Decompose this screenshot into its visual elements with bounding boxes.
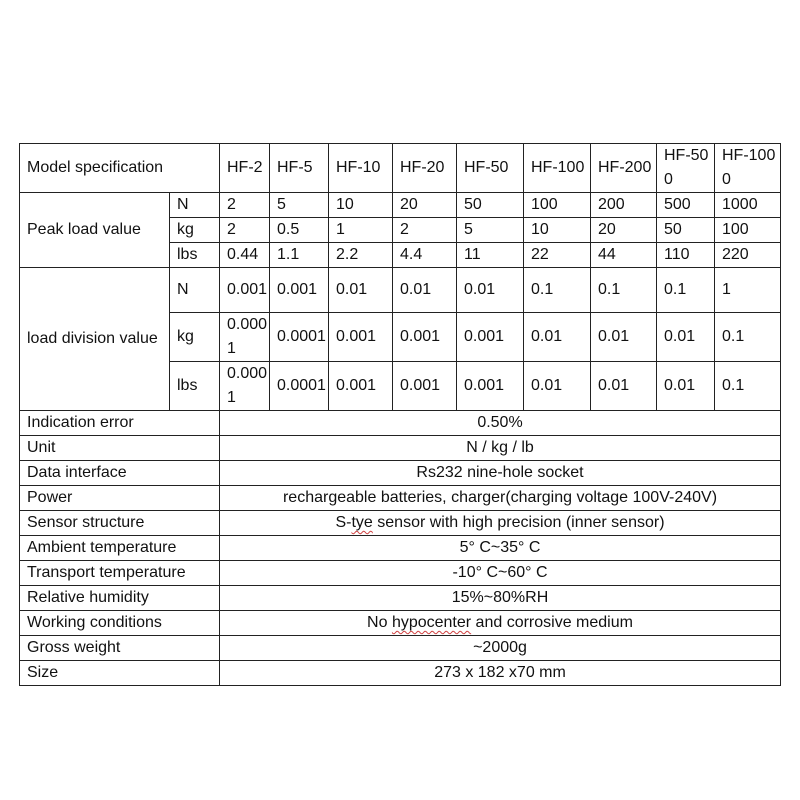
spec-label: Transport temperature [20,561,220,586]
header-row [20,144,781,193]
spec-label: Indication error [20,411,220,436]
model-cell: HF-50 [457,144,524,193]
spec-label: Data interface [20,461,220,486]
spec-row [20,561,781,586]
spec-label: Relative humidity [20,586,220,611]
value-cell: 110 [657,243,715,268]
model-cell: HF-100 [524,144,591,193]
value-cell: 0.001 [329,313,393,362]
value-cell: 1 [715,268,781,313]
value-cell: 0.001 [393,313,457,362]
model-cell: HF-20 [393,144,457,193]
spellcheck-underline: hypocenter [391,614,472,631]
value-cell: 0.001 [270,268,329,313]
value-cell: 500 [657,193,715,218]
spellcheck-underline: tye [351,514,373,531]
model-cell: HF-500 [657,144,715,193]
value-cell: 2 [393,218,457,243]
value-cell: 0.1 [657,268,715,313]
spec-row [20,636,781,661]
value-cell: 0.001 [329,362,393,411]
value-cell: 1.1 [270,243,329,268]
value-cell: 200 [591,193,657,218]
value-cell: 1 [329,218,393,243]
value-cell: 50 [457,193,524,218]
value-cell: 0.1 [591,268,657,313]
spec-row [20,411,781,436]
value-cell: 0.001 [457,362,524,411]
value-cell: 0.01 [457,268,524,313]
value-cell: 0.01 [591,313,657,362]
spec-value: 0.50% [220,411,781,436]
spec-value: No hypocenter and corrosive medium [220,611,781,636]
value-cell: 20 [591,218,657,243]
model-cell: HF-2 [220,144,270,193]
value-cell: 4.4 [393,243,457,268]
value-cell: 50 [657,218,715,243]
model-cell: HF-200 [591,144,657,193]
unit-cell: N [170,193,220,218]
value-cell: 0.1 [715,313,781,362]
spec-value: Rs232 nine-hole socket [220,461,781,486]
value-cell: 220 [715,243,781,268]
value-cell: 10 [524,218,591,243]
unit-cell: kg [170,218,220,243]
value-cell: 0.0001 [270,362,329,411]
value-cell: 5 [457,218,524,243]
value-cell: 0.01 [524,362,591,411]
unit-cell: lbs [170,243,220,268]
value-cell: 0.01 [591,362,657,411]
value-cell: 0.001 [220,268,270,313]
value-cell: 44 [591,243,657,268]
spec-label: Gross weight [20,636,220,661]
unit-cell: N [170,268,220,313]
value-cell: 2.2 [329,243,393,268]
value-cell: 0.001 [393,362,457,411]
value-cell: 20 [393,193,457,218]
load-division-row [20,268,781,313]
unit-cell: lbs [170,362,220,411]
peak-load-row [20,193,781,218]
spec-value: 273 x 182 x70 mm [220,661,781,686]
spec-row [20,586,781,611]
spec-label: Power [20,486,220,511]
spec-value: 5° C~35° C [220,536,781,561]
value-cell: 0.01 [524,313,591,362]
value-cell: 0.01 [329,268,393,313]
value-cell: 0.0001 [270,313,329,362]
spec-value: S-tye sensor with high precision (inner sensor) [220,511,781,536]
model-cell: HF-10 [329,144,393,193]
value-cell: 0.0001 [220,362,270,411]
header-label: Model specification [20,144,220,193]
spec-table [19,143,781,686]
value-cell: 0.5 [270,218,329,243]
value-cell: 0.0001 [220,313,270,362]
spec-row [20,611,781,636]
model-cell: HF-1000 [715,144,781,193]
spec-label: Unit [20,436,220,461]
model-cell: HF-5 [270,144,329,193]
spec-row [20,511,781,536]
spec-value: rechargeable batteries, charger(charging voltage 100V-240V) [220,486,781,511]
value-cell: 5 [270,193,329,218]
spec-label: Working conditions [20,611,220,636]
spec-row [20,436,781,461]
value-cell: 0.01 [393,268,457,313]
spec-label: Ambient temperature [20,536,220,561]
value-cell: 0.01 [657,313,715,362]
unit-cell: kg [170,313,220,362]
spec-label: Sensor structure [20,511,220,536]
value-cell: 100 [524,193,591,218]
spec-label: Size [20,661,220,686]
spec-row [20,536,781,561]
value-cell: 0.1 [715,362,781,411]
value-cell: 0.1 [524,268,591,313]
value-cell: 10 [329,193,393,218]
value-cell: 0.01 [657,362,715,411]
value-cell: 100 [715,218,781,243]
value-cell: 1000 [715,193,781,218]
spec-row [20,661,781,686]
value-cell: 22 [524,243,591,268]
value-cell: 0.001 [457,313,524,362]
value-cell: 2 [220,218,270,243]
value-cell: 11 [457,243,524,268]
spec-value: 15%~80%RH [220,586,781,611]
peak-load-label: Peak load value [20,193,170,268]
spec-row [20,461,781,486]
load-division-label: load division value [20,268,170,411]
value-cell: 0.44 [220,243,270,268]
spec-value: ~2000g [220,636,781,661]
spec-value: N / kg / lb [220,436,781,461]
spec-row [20,486,781,511]
spec-value: -10° C~60° C [220,561,781,586]
value-cell: 2 [220,193,270,218]
